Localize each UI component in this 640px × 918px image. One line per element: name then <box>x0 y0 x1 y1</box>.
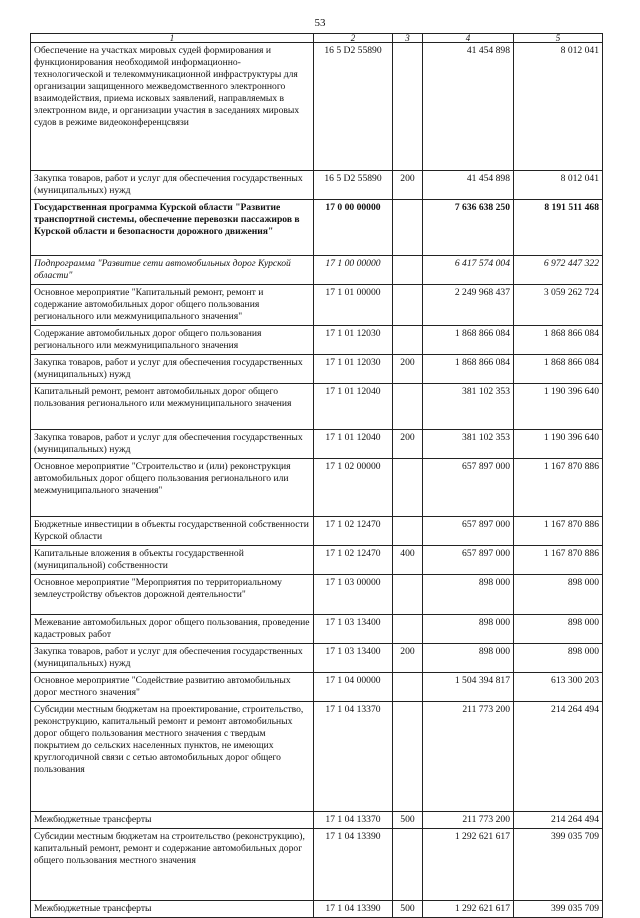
row-expense-type-cell <box>393 326 423 355</box>
row-amount-year2-cell: 6 972 447 322 <box>514 256 603 285</box>
row-name-cell: Основное мероприятие "Содействие развитию автомобильных дорог местного значения" <box>31 673 314 702</box>
row-expense-type-cell <box>393 459 423 517</box>
column-header-3: 3 <box>393 34 423 43</box>
row-name-cell: Государственная программа Курской области "Развитие транспортной системы, обеспечение перевозки пассажиров в Курской области и безопасности дорожного движения" <box>31 200 314 256</box>
column-header-4: 4 <box>423 34 514 43</box>
row-amount-year1-cell: 211 773 200 <box>423 812 514 829</box>
table-body <box>31 43 603 918</box>
row-code-cell: 17 1 03 13400 <box>314 644 393 673</box>
row-code-cell: 17 1 03 00000 <box>314 575 393 615</box>
row-name-cell: Содержание автомобильных дорог общего пользования регионального или межмуниципального значения <box>31 326 314 355</box>
row-name-cell: Межевание автомобильных дорог общего пользования, проведение кадастровых работ <box>31 615 314 644</box>
row-name-cell: Капитальный ремонт, ремонт автомобильных дорог общего пользования регионального или межмуниципального значения <box>31 384 314 430</box>
row-expense-type-cell: 500 <box>393 812 423 829</box>
row-amount-year1-cell: 898 000 <box>423 644 514 673</box>
row-amount-year2-cell: 214 264 494 <box>514 812 603 829</box>
row-code-cell: 17 1 02 12470 <box>314 546 393 575</box>
table-row <box>31 702 603 812</box>
row-amount-year2-cell: 214 264 494 <box>514 702 603 812</box>
row-code-cell: 17 1 04 13370 <box>314 702 393 812</box>
row-amount-year2-cell: 1 167 870 886 <box>514 517 603 546</box>
row-amount-year2-cell: 613 300 203 <box>514 673 603 702</box>
row-name-cell: Межбюджетные трансферты <box>31 901 314 918</box>
budget-table <box>30 33 603 918</box>
row-name-cell: Закупка товаров, работ и услуг для обеспечения государственных (муниципальных) нужд <box>31 644 314 673</box>
row-name-cell: Закупка товаров, работ и услуг для обеспечения государственных (муниципальных) нужд <box>31 171 314 200</box>
row-amount-year1-cell: 41 454 898 <box>423 43 514 171</box>
row-amount-year2-cell: 1 190 396 640 <box>514 384 603 430</box>
row-amount-year1-cell: 6 417 574 004 <box>423 256 514 285</box>
table-row <box>31 43 603 171</box>
row-amount-year2-cell: 898 000 <box>514 615 603 644</box>
table-row <box>31 171 603 200</box>
row-amount-year1-cell: 7 636 638 250 <box>423 200 514 256</box>
table-row <box>31 326 603 355</box>
row-expense-type-cell <box>393 384 423 430</box>
row-amount-year2-cell: 8 191 511 468 <box>514 200 603 256</box>
row-amount-year1-cell: 211 773 200 <box>423 702 514 812</box>
row-name-cell: Бюджетные инвестиции в объекты государственной собственности Курской области <box>31 517 314 546</box>
row-amount-year1-cell: 1 292 621 617 <box>423 901 514 918</box>
row-name-cell: Капитальные вложения в объекты государственной (муниципальной) собственности <box>31 546 314 575</box>
table-row <box>31 546 603 575</box>
row-amount-year1-cell: 381 102 353 <box>423 384 514 430</box>
row-code-cell: 17 1 00 00000 <box>314 256 393 285</box>
table-row <box>31 200 603 256</box>
row-amount-year2-cell: 1 868 866 084 <box>514 326 603 355</box>
row-name-cell: Закупка товаров, работ и услуг для обеспечения государственных (муниципальных) нужд <box>31 430 314 459</box>
row-code-cell: 17 1 01 00000 <box>314 285 393 326</box>
table-row <box>31 517 603 546</box>
row-expense-type-cell <box>393 575 423 615</box>
row-amount-year1-cell: 657 897 000 <box>423 546 514 575</box>
row-expense-type-cell <box>393 256 423 285</box>
row-name-cell: Основное мероприятие "Строительство и (или) реконструкция автомобильных дорог общего пользования регионального или межмуниципального значения" <box>31 459 314 517</box>
row-expense-type-cell: 200 <box>393 644 423 673</box>
table-row <box>31 901 603 918</box>
row-code-cell: 17 1 04 13370 <box>314 812 393 829</box>
row-amount-year2-cell: 399 035 709 <box>514 901 603 918</box>
row-expense-type-cell <box>393 615 423 644</box>
table-row <box>31 575 603 615</box>
row-amount-year2-cell: 399 035 709 <box>514 829 603 901</box>
row-code-cell: 17 1 04 00000 <box>314 673 393 702</box>
row-amount-year2-cell: 3 059 262 724 <box>514 285 603 326</box>
table-row <box>31 615 603 644</box>
row-amount-year2-cell: 1 167 870 886 <box>514 546 603 575</box>
table-row <box>31 673 603 702</box>
row-code-cell: 16 5 D2 55890 <box>314 43 393 171</box>
table-row <box>31 829 603 901</box>
row-amount-year2-cell: 1 167 870 886 <box>514 459 603 517</box>
row-amount-year1-cell: 41 454 898 <box>423 171 514 200</box>
row-expense-type-cell: 200 <box>393 355 423 384</box>
row-expense-type-cell <box>393 702 423 812</box>
row-name-cell: Основное мероприятие "Капитальный ремонт, ремонт и содержание автомобильных дорог общего пользования регионального или межмуниципального значения" <box>31 285 314 326</box>
row-name-cell: Субсидии местным бюджетам на строительство (реконструкцию), капитальный ремонт, ремонт и содержание автомобильных дорог общего пользования местного значения <box>31 829 314 901</box>
table-row <box>31 256 603 285</box>
table-row <box>31 355 603 384</box>
row-expense-type-cell <box>393 200 423 256</box>
table-row <box>31 384 603 430</box>
row-amount-year1-cell: 898 000 <box>423 615 514 644</box>
row-code-cell: 17 1 04 13390 <box>314 901 393 918</box>
row-amount-year1-cell: 1 868 866 084 <box>423 355 514 384</box>
row-amount-year1-cell: 657 897 000 <box>423 459 514 517</box>
row-expense-type-cell: 200 <box>393 171 423 200</box>
row-code-cell: 17 1 04 13390 <box>314 829 393 901</box>
row-code-cell: 17 1 01 12040 <box>314 384 393 430</box>
row-code-cell: 16 5 D2 55890 <box>314 171 393 200</box>
row-amount-year2-cell: 898 000 <box>514 644 603 673</box>
row-expense-type-cell <box>393 43 423 171</box>
table-row <box>31 285 603 326</box>
row-amount-year2-cell: 8 012 041 <box>514 43 603 171</box>
column-header-2: 2 <box>314 34 393 43</box>
row-amount-year2-cell: 1 190 396 640 <box>514 430 603 459</box>
table-row <box>31 812 603 829</box>
row-name-cell: Обеспечение на участках мировых судей формирования и функционирования необходимой информационно-технологической и телекоммуникационной инфраструктуры для организации защищенного межведомственного электронного взаимодействия, приема исковых заявлений, направляемых в электронном виде, и организации участия в заседаниях мировых судов в режиме видеоконференцсвязи <box>31 43 314 171</box>
row-amount-year1-cell: 1 504 394 817 <box>423 673 514 702</box>
row-name-cell: Подпрограмма "Развитие сети автомобильных дорог Курской области" <box>31 256 314 285</box>
row-amount-year2-cell: 1 868 866 084 <box>514 355 603 384</box>
row-code-cell: 17 1 03 13400 <box>314 615 393 644</box>
row-name-cell: Основное мероприятие "Мероприятия по территориальному землеустройству объектов дорожной деятельности" <box>31 575 314 615</box>
column-header-1: 1 <box>31 34 314 43</box>
row-code-cell: 17 1 01 12040 <box>314 430 393 459</box>
row-name-cell: Субсидии местным бюджетам на проектирование, строительство, реконструкцию, капитальный ремонт и ремонт автомобильных дорог общего пользования местного значения с твердым покрытием до сельских населенных пунктов, не имеющих круглогодичной связи с сетью автомобильных дорог общего пользования <box>31 702 314 812</box>
row-amount-year1-cell: 2 249 968 437 <box>423 285 514 326</box>
row-code-cell: 17 1 01 12030 <box>314 355 393 384</box>
row-amount-year2-cell: 8 012 041 <box>514 171 603 200</box>
column-header-5: 5 <box>514 34 603 43</box>
row-expense-type-cell <box>393 673 423 702</box>
row-expense-type-cell: 400 <box>393 546 423 575</box>
table-row <box>31 459 603 517</box>
row-code-cell: 17 0 00 00000 <box>314 200 393 256</box>
row-amount-year1-cell: 381 102 353 <box>423 430 514 459</box>
row-expense-type-cell: 200 <box>393 430 423 459</box>
row-name-cell: Закупка товаров, работ и услуг для обеспечения государственных (муниципальных) нужд <box>31 355 314 384</box>
row-code-cell: 17 1 02 00000 <box>314 459 393 517</box>
table-row <box>31 644 603 673</box>
row-amount-year2-cell: 898 000 <box>514 575 603 615</box>
row-expense-type-cell: 500 <box>393 901 423 918</box>
row-name-cell: Межбюджетные трансферты <box>31 812 314 829</box>
row-code-cell: 17 1 02 12470 <box>314 517 393 546</box>
row-amount-year1-cell: 1 868 866 084 <box>423 326 514 355</box>
header-row <box>31 34 603 43</box>
row-code-cell: 17 1 01 12030 <box>314 326 393 355</box>
row-expense-type-cell <box>393 517 423 546</box>
row-expense-type-cell <box>393 829 423 901</box>
page-number: 53 <box>314 17 326 29</box>
row-amount-year1-cell: 1 292 621 617 <box>423 829 514 901</box>
row-amount-year1-cell: 898 000 <box>423 575 514 615</box>
table-row <box>31 430 603 459</box>
row-amount-year1-cell: 657 897 000 <box>423 517 514 546</box>
row-expense-type-cell <box>393 285 423 326</box>
